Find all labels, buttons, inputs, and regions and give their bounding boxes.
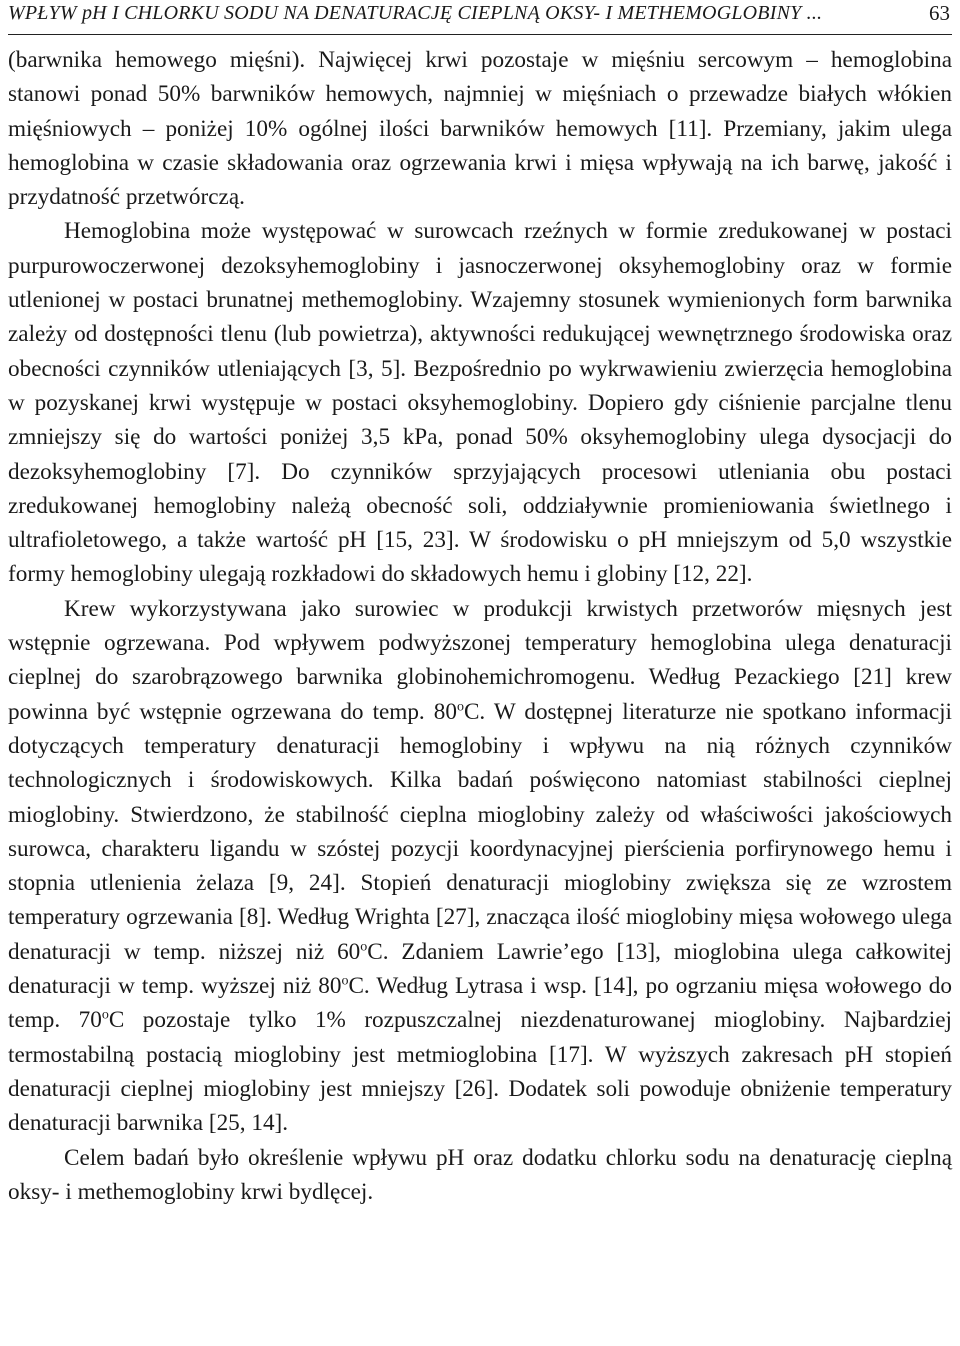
paragraph-text: (barwnika hemowego mięśni). Najwięcej krwi pozostaje w mięśniu sercowym – hemoglobina stanowi ponad 50% barwników hemowych, najmniej w mięśniach o przewadze białych włókien mięśniowych – poniżej 10% ogólnej ilości barwników hemowych [11]. Przemiany, jakim ulega hemoglobina w czasie składowania oraz ogrzewania krwi i mięsa wpływają na ich barwę, jakość i przydatność przetwórczą. bbox=[8, 47, 952, 211]
paragraph-text: Krew wykorzystywana jako surowiec w produkcji krwistych przetworów mięsnych jest wstępnie ogrzewana. Pod wpływem podwyższonej temperatury hemoglobina ulega denaturacji cieplnej do szarobrązowego barwnika globinohemichromogenu. Według Pezackiego [21] krew powinna być wstępnie ogrzewana do temp. 80 bbox=[8, 595, 952, 725]
paragraph bbox=[8, 1141, 952, 1210]
running-header bbox=[8, 0, 952, 30]
paragraph-text: C pozostaje tylko 1% rozpuszczalnej niezdenaturowanej mioglobiny. Najbardziej termostabilną postacią mioglobiny jest metmioglobina [17]. W wyższych zakresach pH stopień denaturacji cieplnej mioglobiny jest mniejszy [26]. Dodatek soli powoduje obniżenie temperatury denaturacji barwnika [25, 14]. bbox=[8, 1007, 952, 1137]
degree-superscript: o bbox=[101, 1007, 109, 1023]
page-number: 63 bbox=[929, 1, 950, 25]
paragraph bbox=[8, 214, 952, 591]
degree-superscript: o bbox=[456, 698, 464, 714]
paragraph-text: Hemoglobina może występować w surowcach rzeźnych w formie zredukowanej w postaci purpurowoczerwonej dezoksyhemoglobiny i jasnoczerwonej oksyhemoglobiny oraz w formie utlenionej w postaci brunatnej methemoglobiny. Wzajemny stosunek wymienionych form barwnika zależy od dostępności tlenu (lub powietrza), aktywności redukującej wewnętrznego środowiska oraz obecności czynników utleniających [3, 5]. Bezpośrednio po wykrwawieniu zwierzęcia hemoglobina w pozyskanej krwi występuje w postaci oksyhemoglobiny. Dopiero gdy ciśnienie parcjalne tlenu zmniejszy się do wartości poniżej 3,5 kPa, ponad 50% oksyhemoglobiny ulega dysocjacji do dezoksyhemoglobiny [7]. Do czynników sprzyjających procesowi utleniania obu postaci zredukowanej hemoglobiny należą obecność soli, oddziaływnie promieniowania świetlnego i ultrafioletowego, a także wartość pH [15, 23]. W środowisku o pH mniejszym od 5,0 wszystkie formy hemoglobiny ulegają rozkładowi do składowych hemu i globiny [12, 22]. bbox=[8, 218, 952, 588]
paragraph-text: C. W dostępnej literaturze nie spotkano informacji dotyczących temperatury denaturacji hemoglobiny i wpływu na nią różnych czynników technologicznych i środowiskowych. Kilka badań poświęcono natomiast stabilności cieplnej mioglobiny. Stwierdzono, że stabilność cieplna mioglobiny zależy od właściwości jakościowych surowca, charakteru ligandu w szóstej pozycji koordynacyjnej pierścienia porfirynowego hemu i stopnia utlenienia żelaza [9, 24]. Stopień denaturacji mioglobiny zwiększa się ze wzrostem temperatury ogrzewania [8]. Według Wrighta [27], znacząca ilość mioglobiny mięsa wołowego ulega denaturacji w temp. niższej niż 60 bbox=[8, 698, 952, 965]
paragraph bbox=[8, 592, 952, 1141]
running-header-title: WPŁYW pH I CHLORKU SODU NA DENATURACJĘ CIEPLNĄ OKSY- I METHEMOGLOBINY ... bbox=[8, 2, 823, 24]
header-divider bbox=[8, 34, 952, 35]
paragraph-text: C. Według Lytrasa i wsp. [14], po ogrzaniu mięsa wołowego do temp. 70 bbox=[8, 973, 952, 1034]
degree-superscript: o bbox=[341, 973, 349, 989]
degree-superscript: o bbox=[360, 938, 368, 954]
body-text bbox=[8, 43, 952, 1209]
paragraph-text: Celem badań było określenie wpływu pH oraz dodatku chlorku sodu na denaturację cieplną oksy- i methemoglobiny krwi bydlęcej. bbox=[8, 1144, 952, 1205]
paragraph bbox=[8, 43, 952, 214]
paragraph-text: C. Zdaniem Lawrie’ego [13], mioglobina ulega całkowitej denaturacji w temp. wyższej niż 80 bbox=[8, 938, 953, 1000]
